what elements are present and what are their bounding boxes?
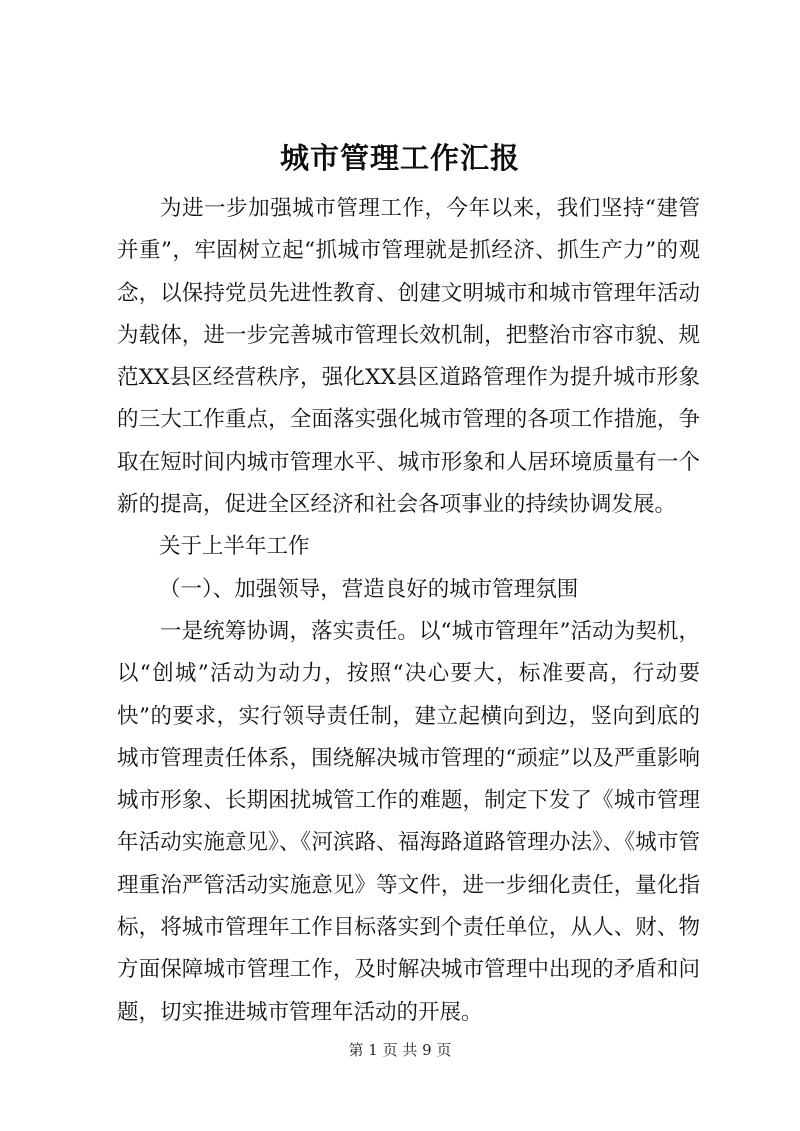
intro-paragraph: 为进一步加强城市管理工作，今年以来，我们坚持“建管并重”，牢固树立起“抓城市管理就是抓经济、抓生产力”的观念，以保持党员先进性教育、创建文明城市和城市管理年活动为载体，进一步完善城市管理长效机制，把整治市容市貌、规范XX县区经营秩序，强化XX县区道路管理作为提升城市形象的三大工作重点，全面落实强化城市管理的各项工作措施，争取在短时间内城市管理水平、城市形象和人居环境质量有一个新的提高，促进全区经济和社会各项事业的持续协调发展。	[117, 196, 700, 518]
subsection-heading: （一）、加强领导，营造良好的城市管理氛围	[159, 576, 579, 602]
point-one-paragraph: 一是统筹协调，落实责任。以“城市管理年”活动为契机，以“创城”活动为动力，按照“决心要大，标准要高，行动要快”的要求，实行领导责任制，建立起横向到边，竖向到底的城市管理责任体系，围绕解决城市管理的“顽症”以及严重影响城市形象、长期困扰城管工作的难题，制定下发了《城市管理年活动实施意见》、《河滨路、福海路道路管理办法》、《城市管理重治严管活动实施意见》等文件，进一步细化责任，量化指标，将城市管理年工作目标落实到个责任单位，从人、财、物方面保障城市管理工作，及时解决城市管理中出现的矛盾和问题，切实推进城市管理年活动的开展。	[117, 618, 700, 1025]
document-body	[117, 188, 700, 1034]
section-heading: 关于上半年工作	[159, 534, 310, 560]
page-footer: 第 1 页 共 9 页	[348, 1041, 452, 1059]
document-title: 城市管理工作汇报	[279, 141, 520, 175]
